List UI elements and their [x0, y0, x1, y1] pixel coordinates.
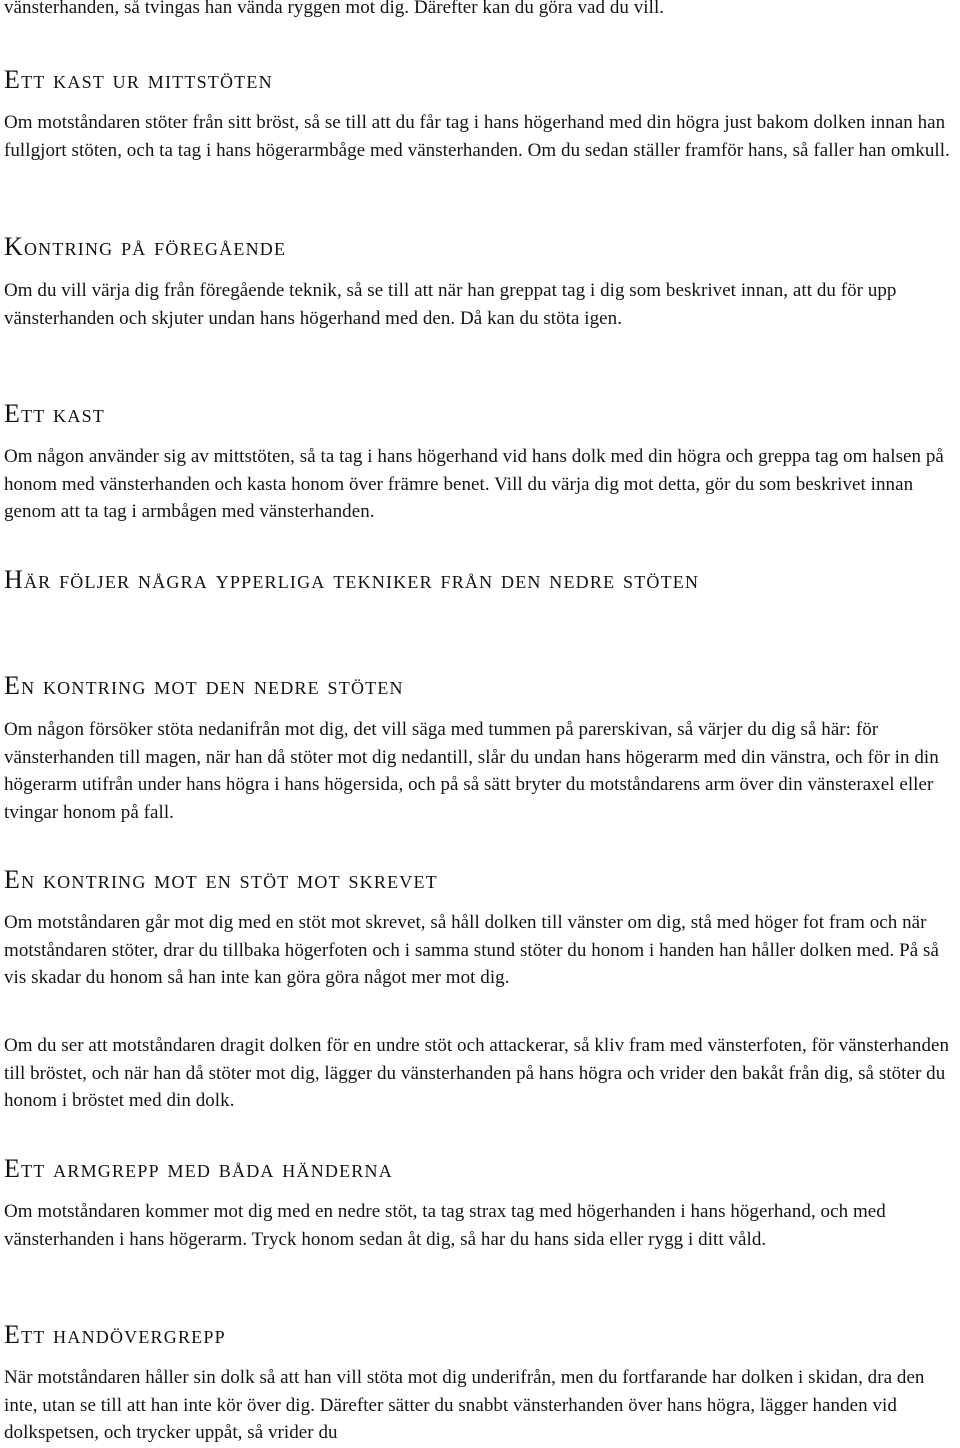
paragraph-kontring-stot-mot-skrevet-2: Om du ser att motståndaren dragit dolken för en undre stöt och attackerar, så kliv fram med vänsterfoten, för vänsterhanden till bröstet, och när han då stöter mot dig, lägger du vänsterhanden på hans högra och vrider den bakåt från dig, så stöter du honom i bröstet med din dolk. — [4, 1035, 950, 1111]
paragraph-ett-kast-ur-mittstoten: Om motståndaren stöter från sitt bröst, så se till att du får tag i hans högerhand med din högra just bakom dolken innan han fullgjort stöten, och ta tag i hans högerarmbåge med vänsterhanden. Om du sedan ställer framför hans, så faller han omkull. — [4, 112, 950, 161]
heading-kontring-nedre-stoten: En kontring mot den nedre stöten — [4, 671, 404, 700]
paragraph-top-fragment: vänsterhanden, så tvingas han vända ryggen mot dig. Därefter kan du göra vad du vill. — [4, 0, 665, 18]
paragraph-handovergrepp: När motståndaren håller sin dolk så att han vill stöta mot dig underifrån, men du fortfarande har dolken i skidan, dra den inte, utan se till att han inte kör över dig. Därefter sätter du snabbt vänsterhanden över hans högra, lägger handen vid dolkspetsen, och trycker uppåt, så vrider du — [4, 1367, 925, 1443]
paragraph-kontring-stot-mot-skrevet-1: Om motståndaren går mot dig med en stöt mot skrevet, så håll dolken till vänster om dig, stå med höger fot fram och när motståndaren stöter, drar du tillbaka högerfoten och i samma stund stöter du honom i handen han håller dolken med. På så vis skadar du honom så han inte kan göra göra något mer mot dig. — [4, 912, 939, 988]
heading-kontring-pa-foregaende: Kontring på föregående — [4, 232, 287, 261]
paragraph-kontring-pa-foregaende: Om du vill värja dig från föregående teknik, så se till att när han greppat tag i dig som beskrivet innan, att du för upp vänsterhanden och skjuter undan hans högerhand med den. Då kan du stöta igen. — [4, 280, 897, 329]
paragraph-ett-kast: Om någon använder sig av mittstöten, så ta tag i hans högerhand vid hans dolk med din högra och greppa tag om halsen på honom med vänsterhanden och kasta honom över främre benet. Vill du värja dig mot detta, gör du som beskrivet innan genom att ta tag i armbågen med vänsterhanden. — [4, 446, 944, 522]
heading-ett-kast-ur-mittstoten: Ett kast ur mittstöten — [4, 65, 273, 94]
paragraph-kontring-nedre-stoten: Om någon försöker stöta nedanifrån mot dig, det vill säga med tummen på parerskivan, så värjer du dig så här: för vänsterhanden till magen, när han då stöter mot dig nedantill, slår du undan hans högerarm med din vänstra, och för in din högerarm utifrån under hans högra i hans högersida, och på så sätt bryter du motståndarens arm över din vänsteraxel eller tvingar honom på fall. — [4, 719, 939, 823]
heading-har-foljer-nagra-tekniker: Här följer några ypperliga tekniker från den nedre stöten — [4, 565, 700, 594]
heading-ett-kast: Ett kast — [4, 399, 105, 428]
heading-kontring-stot-mot-skrevet: En kontring mot en stöt mot skrevet — [4, 865, 438, 894]
heading-armgrepp-bada-handerna: Ett armgrepp med båda händerna — [4, 1154, 393, 1183]
paragraph-armgrepp-bada-handerna: Om motståndaren kommer mot dig med en nedre stöt, ta tag strax tag med högerhanden i hans högerhand, och med vänsterhanden i hans högerarm. Tryck honom sedan åt dig, så har du hans sida eller rygg i ditt våld. — [4, 1201, 886, 1250]
heading-handovergrepp: Ett handövergrepp — [4, 1320, 226, 1349]
